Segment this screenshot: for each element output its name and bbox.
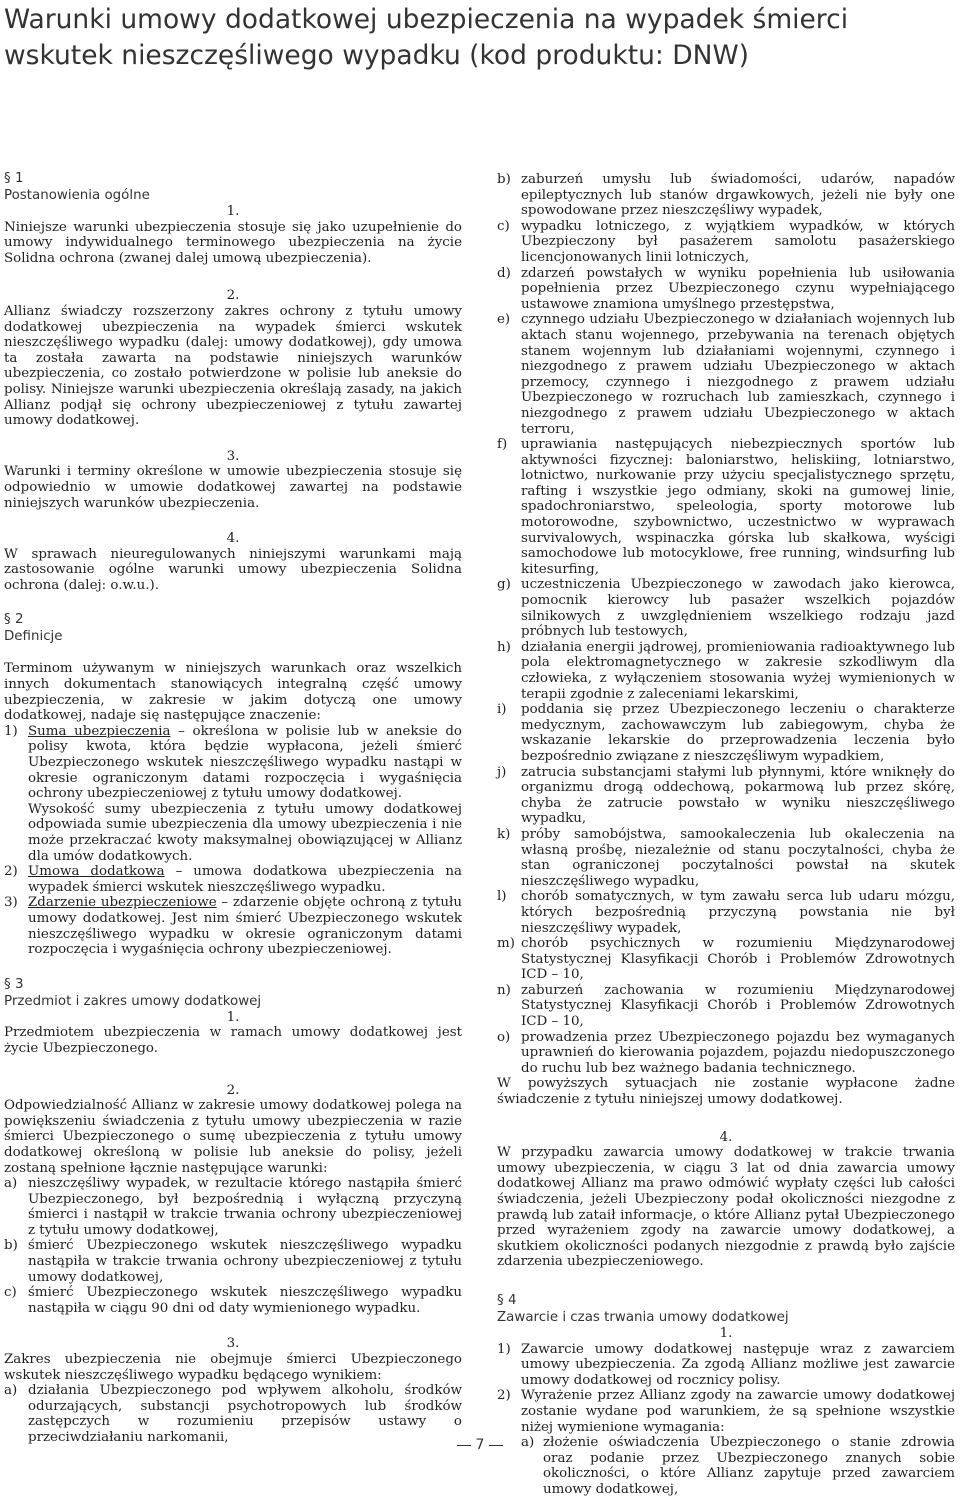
sub-list-item <box>521 1435 955 1497</box>
definition-item <box>4 864 462 895</box>
item-marker: m) <box>497 936 515 952</box>
s3-para-4: W przypadku zawarcia umowy dodatkowej w trakcie trwania umowy ubezpieczenia, w ciągu 3 lat od dnia zawarcia umowy dodatkowej Allianz ma prawo odmówić wypłaty części lub całości świadczenia, jeżeli Ubezpieczony podał okoliczności niezgodne z prawdą lub zataił informacje, o które Allianz pytał Ubezpieczonego przed wyrażeniem zgody na zawarcie umowy dodatkowej, a skutkiem okoliczności podanych niezgodnie z prawdą było zajście zdarzenia ubezpieczeniowego. <box>497 1145 955 1270</box>
term-description: – zdarzenie objęte ochroną z tytułu umowy dodatkowej. Jest nim śmierć Ubezpieczonego wskutek nieszczęśliwego wypadku w okresie ograniczonym datami rozpoczęcia i wygaśnięcia ochrony ubezpieczeniowej. <box>28 895 462 958</box>
item-marker: o) <box>497 1029 511 1045</box>
s3-para-1-number: 1. <box>226 1009 240 1025</box>
item-text <box>521 1388 955 1497</box>
left-column <box>4 170 462 1446</box>
s3-para-3-number: 3. <box>226 1336 240 1352</box>
s3-para-4-number: 4. <box>719 1129 733 1145</box>
item-marker: a) <box>4 1176 18 1192</box>
item-text: zaburzeń zachowania w rozumieniu Międzynarodowej Statystycznej Klasyfikacji Chorób i Problemów Zdrowotnych ICD – 10, <box>521 982 955 1030</box>
item-marker: g) <box>497 577 511 593</box>
list-item <box>497 437 955 577</box>
item-text: zatrucia substancjami stałymi lub płynnymi, które wniknęły do organizmu drogą oddechową, pokarmową lub przez skórę, chyba że zatrucie powstało w wyniku nieszczęśliwego wypadku, <box>521 764 955 827</box>
item-marker: n) <box>497 982 511 998</box>
section-1-title: Postanowienia ogólne <box>4 188 150 203</box>
item-text: próby samobójstwa, samookaleczenia lub okaleczenia na własną prośbę, niezależnie od stanu poczytalności, chyba że stan ograniczonej poczytalności powstał na skutek nieszczęśliwego wypadku, <box>521 826 955 889</box>
right-column <box>497 172 955 1498</box>
s2-intro: Terminom używanym w niniejszych warunkach oraz wszelkich innych dokumentach stanowiących integralną część umowy ubezpieczenia, w zakresie w jakim dotyczą one umowy dodatkowej, nadaje się następujące znaczenie: <box>4 661 462 724</box>
list-item <box>497 827 955 889</box>
list-item <box>4 1176 462 1238</box>
s3-para-1: Przedmiotem ubezpieczenia w ramach umowy dodatkowej jest życie Ubezpieczonego. <box>4 1025 462 1056</box>
item-marker: 3) <box>4 895 18 911</box>
page-number <box>440 1437 520 1453</box>
section-4-title: Zawarcie i czas trwania umowy dodatkowej <box>497 1309 789 1325</box>
item-text: zaburzeń umysłu lub świadomości, udarów, napadów epileptycznych lub stanów drgawkowych, jeżeli nie były one spowodowane przez nieszczęśliwy wypadek, <box>521 172 955 219</box>
item-text: złożenie oświadczenia Ubezpieczonego o stanie zdrowia oraz podanie przez Ubezpieczonego znanych sobie okoliczności, o które Allianz zapytuje przed zawarciem umowy dodatkowej, <box>543 1435 955 1497</box>
item-marker: 1) <box>497 1341 511 1357</box>
section-2-number: § 2 <box>4 612 24 628</box>
list-item <box>497 172 955 219</box>
s1-para-3: Warunki i terminy określone w umowie ubezpieczenia stosuje się odpowiednio w umowie dodatkowej zawartej na podstawie niniejszych warunków ubezpieczenia. <box>4 464 462 511</box>
item-marker: a) <box>4 1383 18 1399</box>
list-item <box>497 1030 955 1077</box>
item-marker: c) <box>497 218 510 234</box>
list-item <box>497 765 955 827</box>
s1-para-4: W sprawach nieuregulowanych niniejszymi warunkami mają zastosowanie ogólne warunki umowy ubezpieczenia Solidna ochrona (dalej: o.w.u.). <box>4 546 462 593</box>
item-text: wypadku lotniczego, z wyjątkiem wypadków, w których Ubezpieczony był pasażerem samolotu pasażerskiego licencjonowanych linii lotniczych, <box>521 218 955 265</box>
s1-para-3-number: 3. <box>226 448 240 464</box>
s1-para-1: Niniejsze warunki ubezpieczenia stosuje się jako uzupełnienie do umowy indywidualnego terminowego ubezpieczenia na życie Solidna ochrona (zwanej dalej umową ubezpieczenia). <box>4 219 462 266</box>
list-item <box>497 266 955 313</box>
section-3-title: Przedmiot i zakres umowy dodatkowej <box>4 993 262 1009</box>
list-item <box>497 1342 955 1389</box>
s3-para-3-closing: W powyższych sytuacjach nie zostanie wypłacone żadne świadczenie z tytułu niniejszej umowy dodatkowej. <box>497 1076 955 1108</box>
list-item <box>497 936 955 983</box>
term: Umowa dodatkowa <box>28 864 165 880</box>
item-text: śmierć Ubezpieczonego wskutek nieszczęśliwego wypadku nastąpiła w ciągu 90 dni od daty wymienionego wypadku. <box>28 1285 462 1316</box>
item-text: zdarzeń powstałych w wyniku popełnienia lub usiłowania popełnienia przez Ubezpieczonego czynu wypełniającego ustawowe znamiona umyślnego przestępstwa, <box>521 265 955 312</box>
list-item <box>4 1285 462 1316</box>
item-marker: 2) <box>4 864 18 880</box>
list-item <box>4 1383 462 1445</box>
dash-right <box>489 1445 503 1446</box>
item-text: działania energii jądrowej, promieniowania radioaktywnego lub pola elektromagnetycznego w zakresie szkodliwym dla człowieka, z wyłączeniem stosowania wyżej wymienionych w terapii zgodnie z zaleceniami lekarskimi, <box>521 639 955 702</box>
item-text: chorób psychicznych w rozumieniu Międzynarodowej Statystycznej Klasyfikacji Chorób i Problemów Zdrowotnych ICD – 10, <box>521 936 955 983</box>
item-marker: i) <box>497 702 507 718</box>
item-marker: b) <box>497 172 511 187</box>
document-title: Warunki umowy dodatkowej ubezpieczenia na wypadek śmierci wskutek nieszczęśliwego wypadku (kod produktu: DNW) <box>4 4 849 71</box>
s1-para-4-number: 4. <box>226 531 240 547</box>
item-text: śmierć Ubezpieczonego wskutek nieszczęśliwego wypadku nastąpiła w trakcie trwania ochrony ubezpieczeniowej z tytułu umowy dodatkowej, <box>28 1238 462 1285</box>
s4-para-1-number: 1. <box>719 1325 733 1341</box>
item-text: działania Ubezpieczonego pod wpływem alkoholu, środków odurzających, substancji psychotropowych lub środków zastępczych w rozumieniu przepisów ustawy o przeciwdziałaniu narkomanii, <box>28 1383 462 1445</box>
list-item <box>497 640 955 702</box>
section-1-number: § 1 <box>4 171 24 186</box>
s4-sublist <box>521 1435 955 1497</box>
definition-item <box>4 895 462 957</box>
item-marker: d) <box>497 265 511 281</box>
item-text: uczestniczenia Ubezpieczonego w zawodach jako kierowca, pomocnik kierowcy lub pasażer wszelkich pojazdów silnikowych z uwzględnieniem wszelkiego rodzaju jazd próbnych lub testowych, <box>521 577 955 640</box>
section-2-title: Definicje <box>4 629 63 645</box>
definitions-list <box>4 724 462 958</box>
item-text: czynnego udziału Ubezpieczonego w działaniach wojennych lub aktach stanu wojennego, przebywania na terenach objętych stanem wojennym lub działaniami wojennymi, czynnego i niezgodnego z prawem udziału Ubezpieczonego w aktach przemocy, czynnego i niezgodnego z prawem udziału Ubezpieczonego w rozruchach lub zamieszkach, czynnego i niezgodnego z prawem udziału Ubezpieczonego w aktach terroru, <box>521 312 955 437</box>
item-text: prowadzenia przez Ubezpieczonego pojazdu bez wymaganych uprawnień do kierowania pojazdem, pojazdu niedopuszczonego do ruchu lub bez ważnego badania technicznego. <box>521 1029 955 1076</box>
term: Zdarzenie ubezpieczeniowe <box>28 895 217 911</box>
item-marker: c) <box>4 1285 17 1301</box>
item-text: poddania się przez Ubezpieczonego leczeniu o charakterze medycznym, zachowawczym lub zabiegowym, chyba że wskazanie lekarskie do przeprowadzenia leczenia było bezpośrednio związane z nieszczęśliwym wypadkiem, <box>521 702 955 764</box>
exclusions-list-part-2 <box>497 172 955 1076</box>
list-item <box>497 577 955 639</box>
s3-para-2-list <box>4 1176 462 1316</box>
s3-para-2-number: 2. <box>226 1082 240 1098</box>
item-marker: j) <box>497 764 507 780</box>
s1-para-2: Allianz świadczy rozszerzony zakres ochrony z tytułu umowy dodatkowej ubezpieczenia na wypadek śmierci wskutek nieszczęśliwego wypadku (dalej: umowy dodatkowej), gdy umowa ta została zawarta na podstawie niniejszych warunków ubezpieczenia, co zostało potwierdzone w polisie lub aneksie do polisy. Niniejsze warunki ubezpieczenia określają zasady, na jakich Allianz podjął się ochrony ubezpieczeniowej z tytułu zawartej umowy dodatkowej. <box>4 303 462 429</box>
item-body: Wyrażenie przez Allianz zgody na zawarcie umowy dodatkowej zostanie wydane pod warunkiem, że są spełnione wszystkie niżej wymienione wymagania: <box>521 1388 955 1435</box>
list-item <box>497 983 955 1030</box>
item-text <box>28 895 462 957</box>
list-item <box>497 702 955 764</box>
list-item <box>4 1238 462 1285</box>
item-marker: f) <box>497 437 508 453</box>
definition-item <box>4 724 462 864</box>
s1-para-2-number: 2. <box>226 288 240 304</box>
term-description: – umowa dodatkowa ubezpieczenia na wypadek śmierci wskutek nieszczęśliwego wypadku. <box>28 864 462 895</box>
item-text: Zawarcie umowy dodatkowej następuje wraz z zawarciem umowy ubezpieczenia. Za zgodą Allianz możliwe jest zawarcie umowy dodatkowej od rocznicy polisy. <box>521 1341 955 1388</box>
section-4-number: § 4 <box>497 1292 517 1308</box>
item-text: nieszczęśliwy wypadek, w rezultacie którego nastąpiła śmierć Ubezpieczonego, był bezpośrednią i wyłączną przyczyną śmierci i nastąpił w trakcie trwania ochrony ubezpieczeniowej z tytułu umowy dodatkowej, <box>28 1176 462 1238</box>
item-marker: l) <box>497 889 507 905</box>
list-item <box>497 889 955 936</box>
term: Suma ubezpieczenia <box>28 723 171 739</box>
item-text <box>28 724 462 864</box>
list-item <box>497 219 955 266</box>
item-marker: e) <box>497 312 511 328</box>
page-number-value: 7 <box>475 1437 485 1453</box>
item-marker: 2) <box>497 1388 511 1404</box>
item-marker: h) <box>497 639 511 655</box>
term-description: – określona w polisie lub w aneksie do polisy kwota, która będzie wypłacona, jeżeli śmierć Ubezpieczonego wskutek nieszczęśliwego wypadku nastąpi w okresie ograniczonym datami rozpoczęcia i wygaśnięcia ochrony ubezpieczeniowej z tytułu umowy dodatkowej. <box>28 723 462 802</box>
item-text: chorób somatycznych, w tym zawału serca lub udaru mózgu, których bezpośrednią przyczyną powstania nie był nieszczęśliwy wypadek, <box>521 889 955 936</box>
exclusions-list-part-1 <box>4 1383 462 1445</box>
s3-para-2: Odpowiedzialność Allianz w zakresie umowy dodatkowej polega na powiększeniu świadczenia z tytułu umowy ubezpieczenia w razie śmierci Ubezpieczonego o sumę ubezpieczenia z tytułu umowy dodatkowej określoną w polisie lub aneksie do polisy, jeżeli zostaną spełnione łącznie następujące warunki: <box>4 1098 462 1176</box>
item-marker: 1) <box>4 723 18 739</box>
list-item <box>497 1388 955 1497</box>
list-item <box>497 312 955 437</box>
s4-list <box>497 1342 955 1498</box>
section-3-number: § 3 <box>4 976 24 992</box>
item-text <box>28 864 462 895</box>
item-marker: k) <box>497 826 511 842</box>
term-extra: Wysokość sumy ubezpieczenia z tytułu umowy dodatkowej odpowiada sumie ubezpieczenia dla umowy ubezpieczenia i nie może przekraczać kwoty maksymalnej obowiązującej w Allianz dla umów dodatkowych. <box>28 801 462 864</box>
dash-left <box>457 1445 471 1446</box>
item-marker: b) <box>4 1238 18 1254</box>
s3-para-3: Zakres ubezpieczenia nie obejmuje śmierci Ubezpieczonego wskutek nieszczęśliwego wypadku będącego wynikiem: <box>4 1352 462 1383</box>
item-marker: a) <box>521 1435 535 1451</box>
s1-para-1-number: 1. <box>226 204 240 219</box>
item-text: uprawiania następujących niebezpiecznych sportów lub aktywności fizycznej: baloniarstwo, heliskiing, lotniarstwo, lotnictwo, nurkowanie przy użyciu specjalistycznego sprzętu, rafting i wszystkie jego odmiany, skoki na gumowej linie, spadochroniarstwo, speleologia, sporty motorowe lub motorowodne, szybownictwo, uczestnictwo w wyprawach survivalowych, wspinaczka górska lub skałkowa, wyścigi samochodowe lub motocyklowe, free running, windsurfing lub kitesurfing, <box>521 437 955 577</box>
